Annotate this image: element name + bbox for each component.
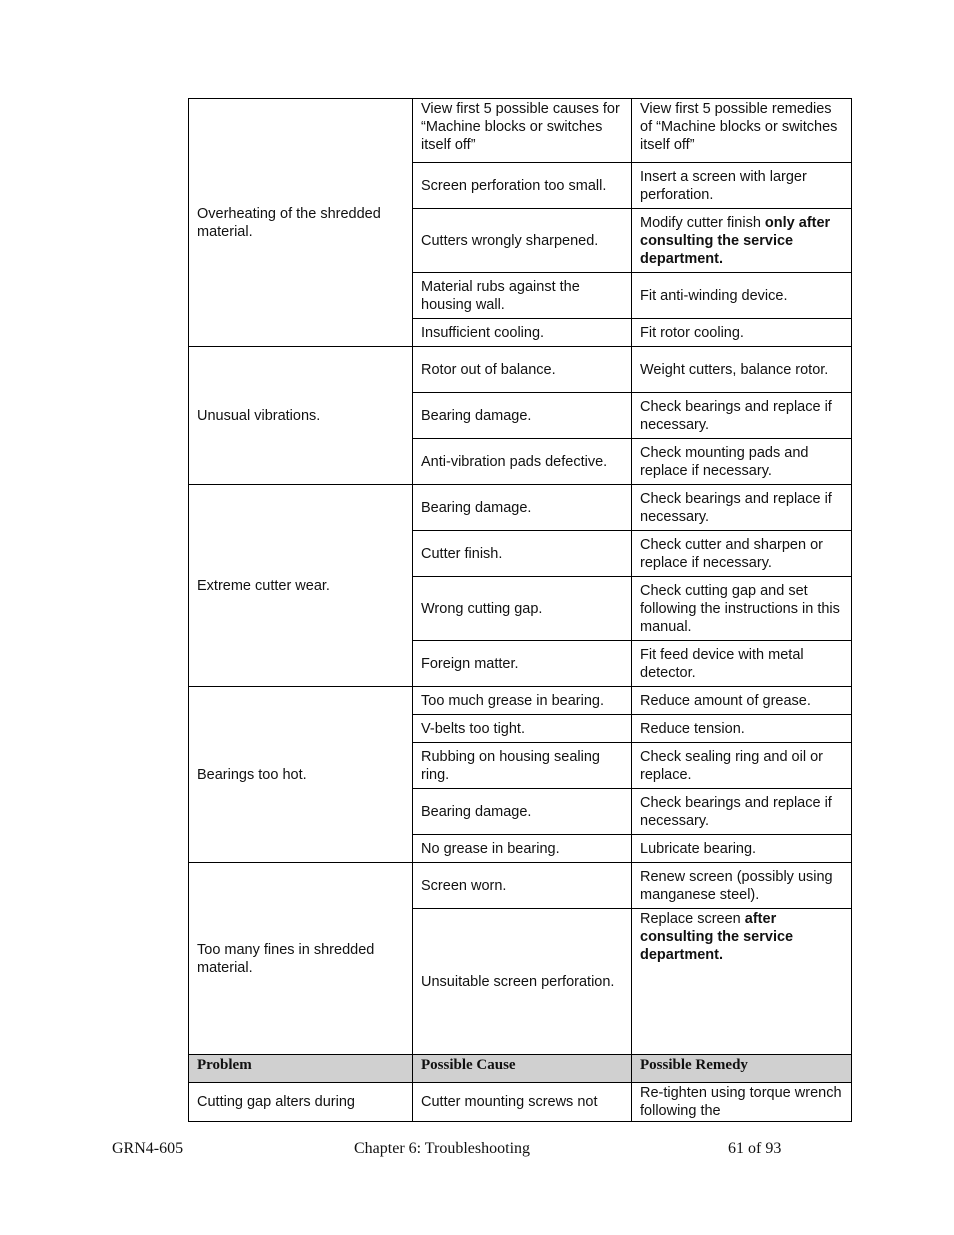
remedy-emphasis: only after consulting the service department. xyxy=(640,214,831,267)
cause-cell: Foreign matter. xyxy=(413,641,632,687)
footer-chapter: Chapter 6: Troubleshooting xyxy=(354,1140,531,1157)
remedy-cell: Check bearings and replace if necessary. xyxy=(632,393,852,439)
remedy-cell: Weight cutters, balance rotor. xyxy=(632,347,852,393)
remedy-cell: Reduce amount of grease. xyxy=(632,687,852,715)
problem-cell: Extreme cutter wear. xyxy=(189,485,413,687)
remedy-cell: Check bearings and replace if necessary. xyxy=(632,485,852,531)
table-header-row xyxy=(189,1055,852,1083)
table-row xyxy=(189,1083,852,1122)
problem-cell: Too many fines in shredded material. xyxy=(189,863,413,1055)
cause-cell: Too much grease in bearing. xyxy=(413,687,632,715)
remedy-cell: Lubricate bearing. xyxy=(632,835,852,863)
cause-cell: No grease in bearing. xyxy=(413,835,632,863)
problem-cell: Unusual vibrations. xyxy=(189,347,413,485)
cause-cell: View first 5 possible causes for “Machine blocks or switches itself off” xyxy=(413,99,632,163)
remedy-cell: Renew screen (possibly using manganese steel). xyxy=(632,863,852,909)
remedy-cell: Reduce tension. xyxy=(632,715,852,743)
header-cause: Possible Cause xyxy=(413,1055,632,1083)
problem-cell: Bearings too hot. xyxy=(189,687,413,863)
cause-cell: Screen worn. xyxy=(413,863,632,909)
remedy-cell: Check cutter and sharpen or replace if necessary. xyxy=(632,531,852,577)
remedy-cell: Fit feed device with metal detector. xyxy=(632,641,852,687)
remedy-cell xyxy=(632,209,852,273)
cause-cell: V-belts too tight. xyxy=(413,715,632,743)
remedy-text: Replace screen xyxy=(640,911,745,927)
header-problem: Problem xyxy=(189,1055,413,1083)
remedy-cell: Check cutting gap and set following the instructions in this manual. xyxy=(632,577,852,641)
remedy-emphasis: after consulting the service department. xyxy=(640,911,794,963)
remedy-cell: Check sealing ring and oil or replace. xyxy=(632,743,852,789)
cause-cell: Insufficient cooling. xyxy=(413,319,632,347)
footer-page-number: 61 of 93 xyxy=(728,1140,782,1157)
cause-cell: Cutters wrongly sharpened. xyxy=(413,209,632,273)
remedy-cell: Fit anti-winding device. xyxy=(632,273,852,319)
cause-cell: Unsuitable screen perforation. xyxy=(413,909,632,1055)
remedy-cell: View first 5 possible remedies of “Machine blocks or switches itself off” xyxy=(632,99,852,163)
footer-doc-id: GRN4-605 xyxy=(112,1140,184,1157)
header-remedy: Possible Remedy xyxy=(632,1055,852,1083)
cause-cell: Cutter finish. xyxy=(413,531,632,577)
remedy-cell: Fit rotor cooling. xyxy=(632,319,852,347)
cause-cell: Bearing damage. xyxy=(413,789,632,835)
cause-cell: Rotor out of balance. xyxy=(413,347,632,393)
cause-cell: Bearing damage. xyxy=(413,485,632,531)
cause-cell: Material rubs against the housing wall. xyxy=(413,273,632,319)
cause-cell: Wrong cutting gap. xyxy=(413,577,632,641)
remedy-cell: Check mounting pads and replace if necessary. xyxy=(632,439,852,485)
remedy-cell xyxy=(632,909,852,1055)
problem-cell: Cutting gap alters during xyxy=(189,1083,413,1122)
problem-cell: Overheating of the shredded material. xyxy=(189,99,413,347)
remedy-text: Modify cutter finish xyxy=(640,214,765,231)
remedy-cell: Re-tighten using torque wrench following the xyxy=(632,1083,852,1122)
cause-cell: Bearing damage. xyxy=(413,393,632,439)
remedy-cell: Insert a screen with larger perforation. xyxy=(632,163,852,209)
cause-cell: Cutter mounting screws not xyxy=(413,1083,632,1122)
cause-cell: Rubbing on housing sealing ring. xyxy=(413,743,632,789)
remedy-cell: Check bearings and replace if necessary. xyxy=(632,789,852,835)
cause-cell: Screen perforation too small. xyxy=(413,163,632,209)
troubleshooting-table xyxy=(188,98,852,1122)
cause-cell: Anti-vibration pads defective. xyxy=(413,439,632,485)
